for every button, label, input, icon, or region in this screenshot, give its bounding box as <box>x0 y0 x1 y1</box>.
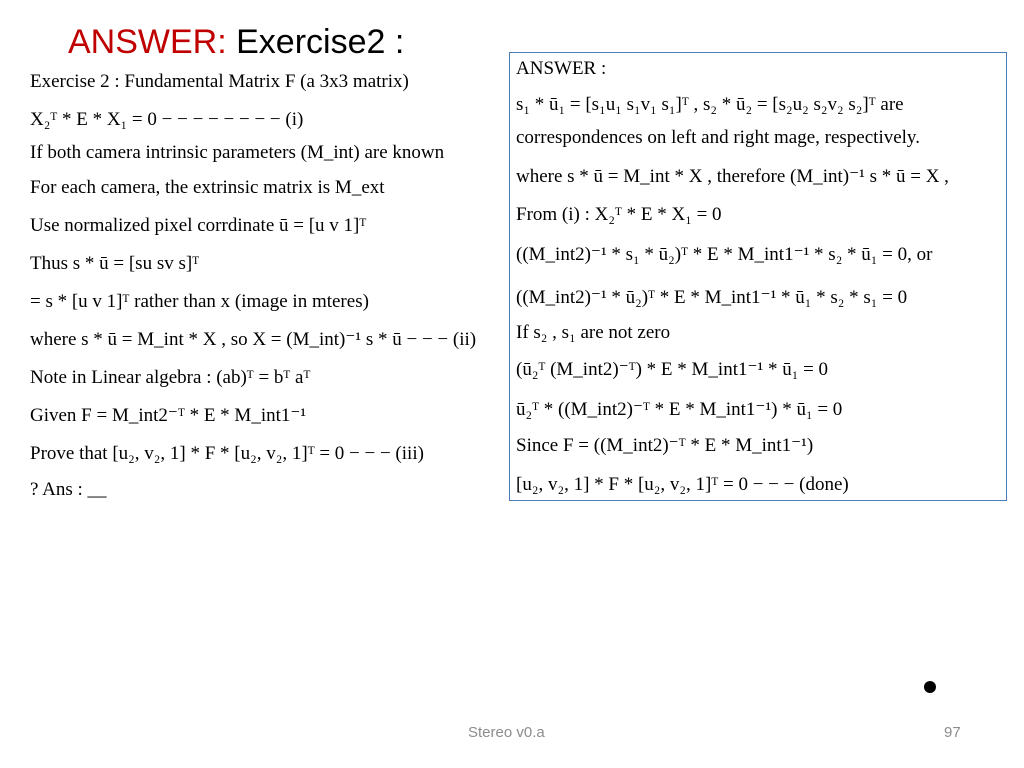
bullet-dot <box>924 681 936 693</box>
exercise-line: Thus s * ū = [su sv s]ᵀ <box>30 253 200 274</box>
answer-line: correspondences on left and right mage, respectively. <box>516 127 920 148</box>
answer-line: s₁ * ū₁ = [s₁u₁ s₁v₁ s₁]ᵀ , s₂ * ū₂ = [s₂u₂ s₂v₂ s₂]ᵀ are <box>516 94 904 115</box>
page-number: 97 <box>944 724 961 741</box>
answer-line: From (i) : X₂ᵀ * E * X₁ = 0 <box>516 204 722 225</box>
answer-line: ANSWER : <box>516 58 607 79</box>
answer-line: (ū₂ᵀ (M_int2)⁻ᵀ) * E * M_int1⁻¹ * ū₁ = 0 <box>516 359 829 380</box>
answer-line: ((M_int2)⁻¹ * s₁ * ū₂)ᵀ * E * M_int1⁻¹ * s₂ * ū₁ = 0, or <box>516 244 933 265</box>
answer-box <box>509 52 1007 501</box>
exercise-line: Use normalized pixel corrdinate ū = [u v 1]ᵀ <box>30 215 367 236</box>
exercise-line: If both camera intrinsic parameters (M_int) are known <box>30 142 445 163</box>
answer-line: ū₂ᵀ * ((M_int2)⁻ᵀ * E * M_int1⁻¹) * ū₁ = 0 <box>516 399 843 420</box>
exercise-line: For each camera, the extrinsic matrix is M_ext <box>30 177 385 198</box>
exercise-line: where s * ū = M_int * X , so X = (M_int)⁻¹ s * ū − − − (ii) <box>30 329 477 350</box>
answer-line: Since F = ((M_int2)⁻ᵀ * E * M_int1⁻¹) <box>516 435 814 456</box>
answer-line: where s * ū = M_int * X , therefore (M_int)⁻¹ s * ū = X , <box>516 166 949 187</box>
exercise-line: X₂ᵀ * E * X₁ = 0 − − − − − − − − (i) <box>30 109 304 130</box>
exercise-line: ? Ans : __ <box>30 479 107 500</box>
answer-line: If s₂ , s₁ are not zero <box>516 322 671 343</box>
exercise-line: = s * [u v 1]ᵀ rather than x (image in mteres) <box>30 291 369 312</box>
exercise-line: Note in Linear algebra : (ab)ᵀ = bᵀ aᵀ <box>30 367 311 388</box>
exercise-line: Exercise 2 : Fundamental Matrix F (a 3x3 matrix) <box>30 71 409 92</box>
footer-label: Stereo v0.a <box>468 724 545 741</box>
title-prefix: ANSWER: <box>68 23 227 61</box>
answer-line: [u₂, v₂, 1] * F * [u₂, v₂, 1]ᵀ = 0 − − − (done) <box>516 474 849 495</box>
slide-title <box>68 22 404 62</box>
title-rest: Exercise2 : <box>226 23 405 61</box>
answer-line: ((M_int2)⁻¹ * ū₂)ᵀ * E * M_int1⁻¹ * ū₁ * s₂ * s₁ = 0 <box>516 287 908 308</box>
exercise-line: Given F = M_int2⁻ᵀ * E * M_int1⁻¹ <box>30 405 307 426</box>
exercise-line: Prove that [u₂, v₂, 1] * F * [u₂, v₂, 1]ᵀ = 0 − − − (iii) <box>30 443 424 464</box>
